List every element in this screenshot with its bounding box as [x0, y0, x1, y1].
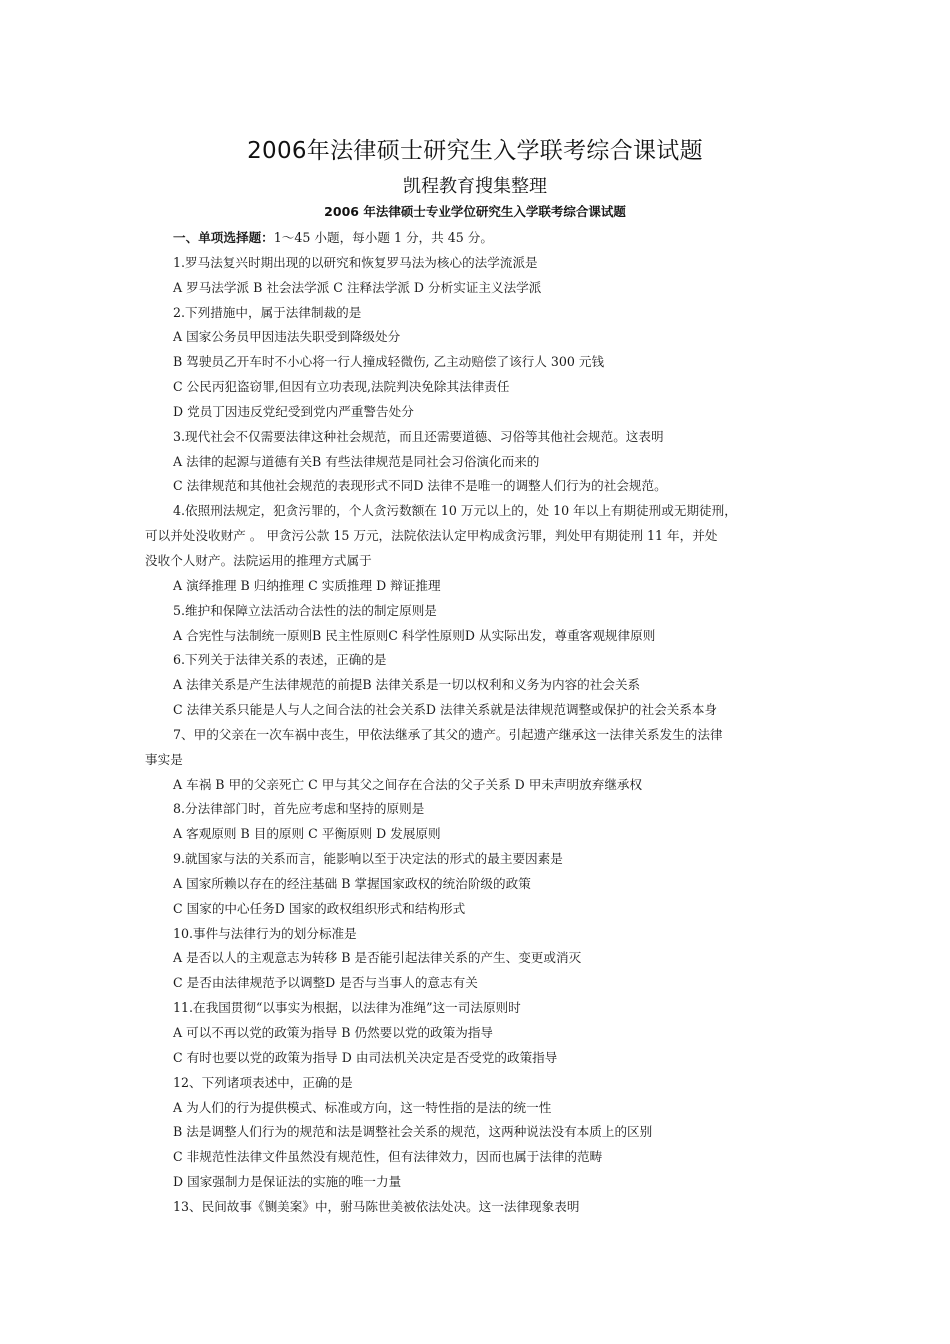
option-line: A 国家公务员甲因违法失职受到降级处分: [173, 329, 401, 345]
option-line: C 国家的中心任务D 国家的政权组织形式和结构形式: [173, 900, 466, 916]
option-line: A 为人们的行为提供模式、标准或方向，这一特性指的是法的统一性: [173, 1099, 552, 1115]
option-line: A 合宪性与法制统一原则B 民主性原则C 科学性原则D 从实际出发，尊重客观规律原则: [173, 627, 656, 643]
section-label: 一、单项选择题：: [173, 230, 274, 245]
question-line: 4.依照刑法规定，犯贪污罪的，个人贪污数额在 10 万元以上的，处 10 年以上有期徒刑或无期徒刑，: [173, 503, 737, 519]
question-line: 2.下列措施中，属于法律制裁的是: [173, 304, 362, 320]
question-line: 12、下列诸项表述中，正确的是: [173, 1074, 353, 1090]
question-line: 3.现代社会不仅需要法律这种社会规范，而且还需要道德、习俗等其他社会规范。这表明: [173, 428, 664, 444]
option-line: C 有时也要以党的政策为指导 D 由司法机关决定是否受党的政策指导: [173, 1049, 558, 1065]
option-line: D 党员丁因违反党纪受到党内严重警告处分: [173, 403, 414, 419]
option-line: A 是否以人的主观意志为转移 B 是否能引起法律关系的产生、变更或消灭: [173, 950, 582, 966]
option-line: A 可以不再以党的政策为指导 B 仍然要以党的政策为指导: [173, 1025, 494, 1040]
question-line: 11.在我国贯彻“以事实为根据，以法律为准绳”这一司法原则时: [173, 1000, 521, 1016]
option-line: B 法是调整人们行为的规范和法是调整社会关系的规范，这两种说法没有本质上的区别: [173, 1124, 653, 1140]
document-body: [145, 226, 815, 1220]
question-line: 事实是: [145, 751, 183, 767]
option-line: A 客观原则 B 目的原则 C 平衡原则 D 发展原则: [173, 826, 441, 842]
section-rule: 1～45 小题，每小题 1 分，共 45 分。: [273, 230, 493, 245]
question-line: 没收个人财产。法院运用的推理方式属于: [145, 552, 372, 568]
exam-heading: 2006 年法律硕士专业学位研究生入学联考综合课试题: [324, 204, 626, 219]
question-line: 9.就国家与法的关系而言，能影响以至于决定法的形式的最主要因素是: [173, 851, 563, 867]
option-line: C 法律关系只能是人与人之间合法的社会关系D 法律关系就是法律规范调整或保护的社会关系本身: [173, 702, 718, 718]
question-line: 10.事件与法律行为的划分标准是: [173, 925, 357, 941]
option-line: A 车祸 B 甲的父亲死亡 C 甲与其父之间存在合法的父子关系 D 甲未声明放弃继承权: [173, 776, 643, 792]
question-line: 8.分法律部门时，首先应考虑和坚持的原则是: [173, 801, 425, 817]
option-line: A 国家所赖以存在的经注基础 B 掌握国家政权的统治阶级的政策: [173, 875, 531, 891]
document-subtitle: 凯程教育搜集整理: [403, 176, 547, 197]
option-line: D 国家强制力是保证法的实施的唯一力量: [173, 1174, 402, 1190]
option-line: C 非规范性法律文件虽然没有规范性，但有法律效力，因而也属于法律的范畴: [173, 1149, 603, 1165]
question-line: 7、甲的父亲在一次车祸中丧生，甲依法继承了其父的遗产。引起遗产继承这一法律关系发生的法律: [173, 726, 723, 742]
option-line: A 罗马法学派 B 社会法学派 C 注释法学派 D 分析实证主义法学派: [173, 279, 542, 295]
question-line: 5.维护和保障立法活动合法性的法的制定原则是: [173, 602, 437, 618]
question-line: 13、民间故事《铡美案》中，驸马陈世美被依法处决。这一法律现象表明: [173, 1198, 580, 1214]
question-line: 可以并处没收财产 。 甲贪污公款 15 万元，法院依法认定甲构成贪污罪，判处甲有期徒刑 11 年，并处: [145, 528, 718, 544]
question-line: 6.下列关于法律关系的表述，正确的是: [173, 652, 387, 668]
option-line: B 驾驶员乙开车时不小心将一行人撞成轻微伤, 乙主动赔偿了该行人 300 元钱: [173, 354, 605, 370]
option-line: C 法律规范和其他社会规范的表现形式不同D 法律不是唯一的调整人们行为的社会规范。: [173, 478, 667, 494]
option-line: C 是否由法律规范予以调整D 是否与当事人的意志有关: [173, 975, 478, 991]
section-heading: [145, 226, 815, 251]
option-line: A 法律的起源与道德有关B 有些法律规范是同社会习俗演化而来的: [173, 453, 540, 469]
option-line: A 法律关系是产生法律规范的前提B 法律关系是一切以权利和义务为内容的社会关系: [173, 677, 641, 693]
option-line: C 公民丙犯盗窃罪,但因有立功表现,法院判决免除其法律责任: [173, 379, 510, 395]
document-title: 2006年法律硕士研究生入学联考综合课试题: [247, 138, 703, 164]
question-line: 1.罗马法复兴时期出现的以研究和恢复罗马法为核心的法学流派是: [173, 254, 538, 270]
option-line: A 演绎推理 B 归纳推理 C 实质推理 D 辩证推理: [173, 577, 441, 593]
